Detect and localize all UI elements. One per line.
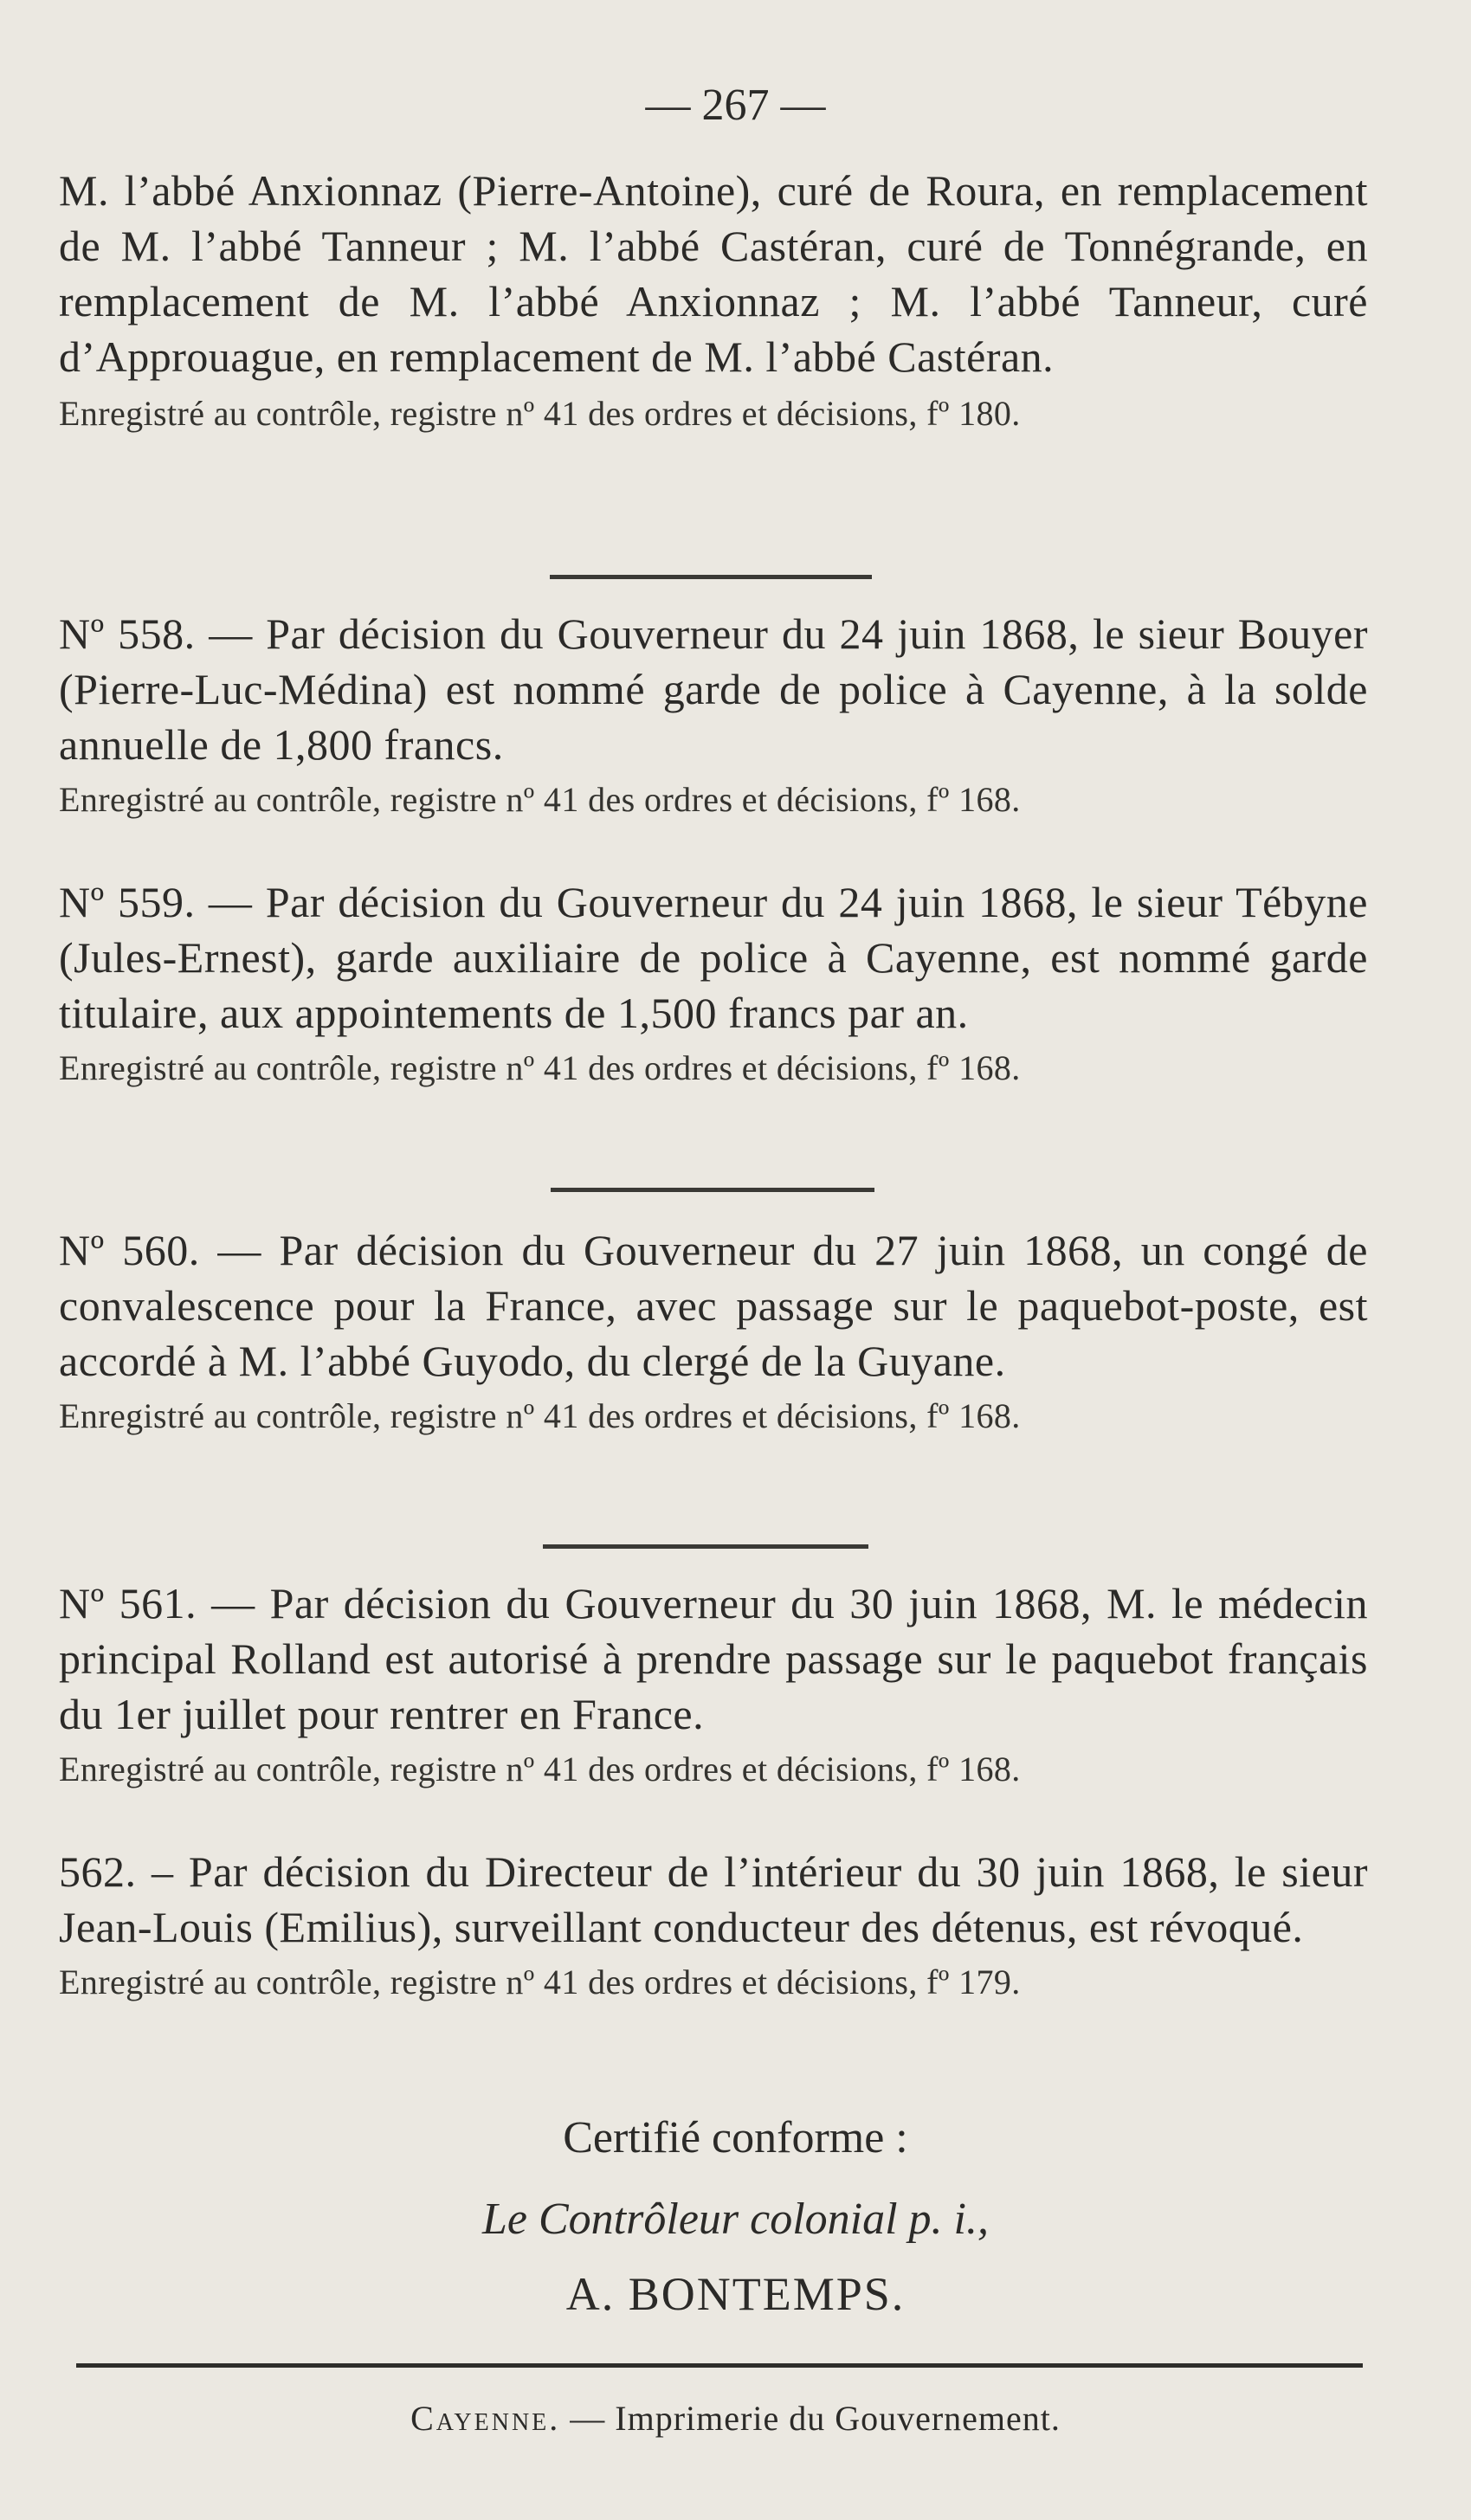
entry-560	[59, 1222, 1368, 1437]
entry-560-text: Nº 560. — Par décision du Gouverneur du 27 juin 1868, un congé de convalescence pour la France, avec passage sur le paquebot-poste, est accordé à M. l’abbé Guyodo, du clergé de la Guyane.	[59, 1226, 1368, 1385]
signatory-name: A. BONTEMPS.	[565, 2268, 906, 2320]
footer-divider	[76, 2363, 1363, 2368]
section-divider	[543, 1544, 868, 1549]
footer-city: Cayenne.	[410, 2399, 561, 2438]
intro-register: Enregistré au contrôle, registre nº 41 des ordres et décisions, fº 180.	[59, 394, 1021, 433]
entry-562	[59, 1844, 1368, 2003]
entry-559-text: Nº 559. — Par décision du Gouverneur du 24 juin 1868, le sieur Tébyne (Jules-Ernest), garde auxiliaire de police à Cayenne, est nommé garde titulaire, aux appointements de 1,500 francs par an.	[59, 878, 1368, 1037]
entry-562-register: Enregistré au contrôle, registre nº 41 des ordres et décisions, fº 179.	[59, 1963, 1021, 2001]
entry-558-text: Nº 558. — Par décision du Gouverneur du 24 juin 1868, le sieur Bouyer (Pierre-Luc-Médina) est nommé garde de police à Cayenne, à la solde annuelle de 1,800 francs.	[59, 609, 1368, 769]
entry-562-text: 562. – Par décision du Directeur de l’intérieur du 30 juin 1868, le sieur Jean-Louis (Emilius), surveillant conducteur des détenus, est révoqué.	[59, 1847, 1368, 1951]
section-divider	[550, 575, 872, 579]
entry-558	[59, 606, 1368, 821]
footer-printer: — Imprimerie du Gouvernement.	[560, 2399, 1061, 2438]
entry-560-register: Enregistré au contrôle, registre nº 41 des ordres et décisions, fº 168.	[59, 1396, 1021, 1435]
entry-561-text: Nº 561. — Par décision du Gouverneur du 30 juin 1868, M. le médecin principal Rolland est autorisé à prendre passage sur le paquebot français du 1er juillet pour rentrer en France.	[59, 1579, 1368, 1738]
certification-line: Certifié conforme :	[563, 2113, 908, 2162]
entry-559-register: Enregistré au contrôle, registre nº 41 des ordres et décisions, fº 168.	[59, 1048, 1021, 1087]
section-divider	[551, 1188, 874, 1192]
signatory-title: Le Contrôleur colonial p. i.,	[482, 2195, 989, 2244]
entry-561-register: Enregistré au contrôle, registre nº 41 des ordres et décisions, fº 168.	[59, 1750, 1021, 1788]
entry-559	[59, 874, 1368, 1089]
intro-text: M. l’abbé Anxionnaz (Pierre-Antoine), curé de Roura, en remplacement de M. l’abbé Tanneur ; M. l’abbé Castéran, curé de Tonnégrande, en remplacement de M. l’abbé Anxionnaz ; M. l’abbé Tanneur, curé d’Approuague, en remplacement de M. l’abbé Castéran.	[59, 166, 1368, 381]
intro-section	[59, 163, 1368, 435]
printer-footer	[0, 2398, 1471, 2439]
page-number: — 267 —	[645, 81, 826, 130]
entry-561	[59, 1576, 1368, 1790]
entry-558-register: Enregistré au contrôle, registre nº 41 des ordres et décisions, fº 168.	[59, 780, 1021, 819]
